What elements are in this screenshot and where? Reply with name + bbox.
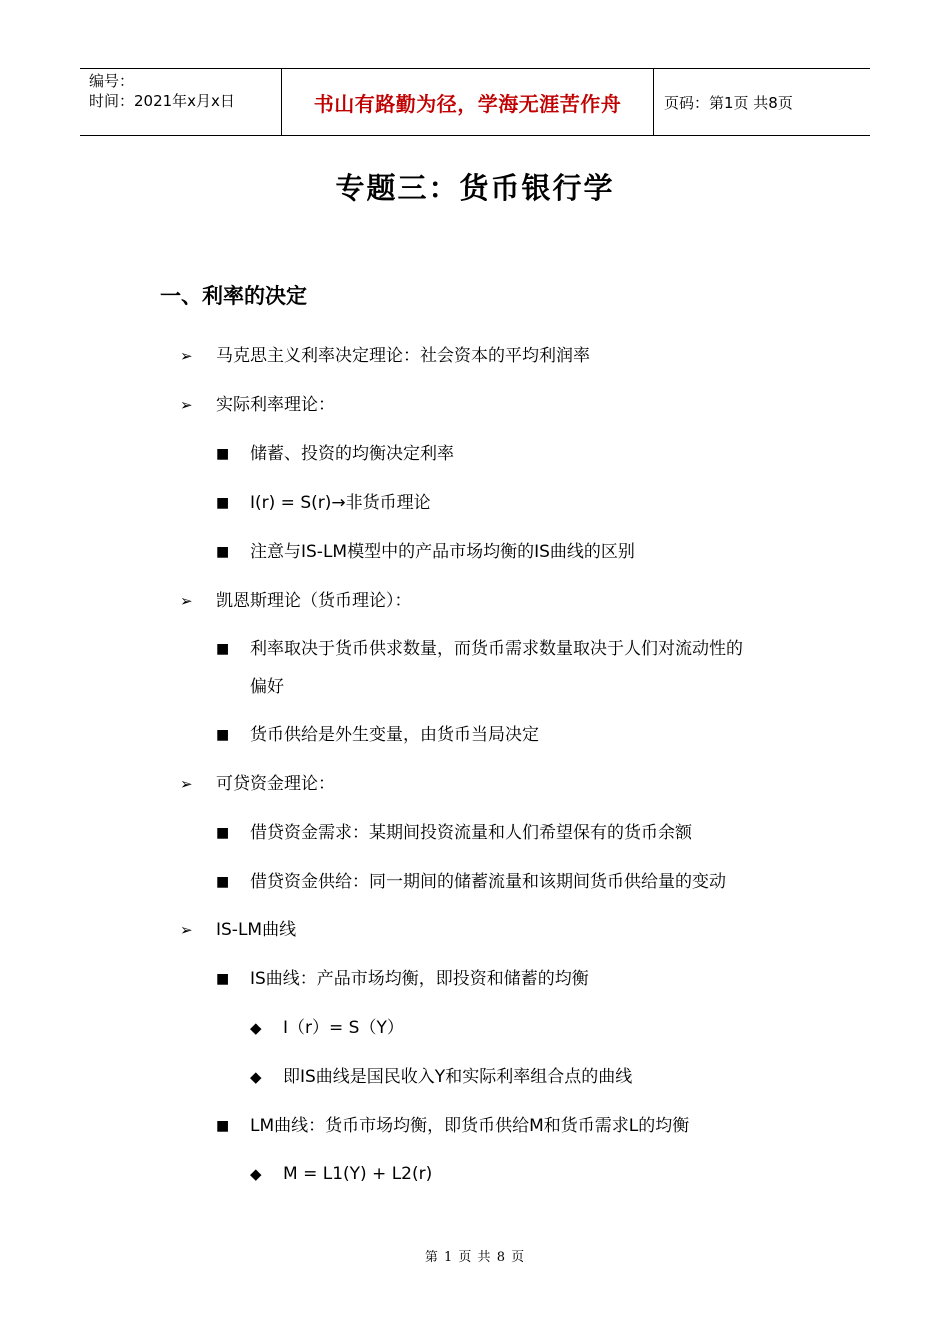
list-item-text: 实际利率理论： <box>216 395 335 415</box>
section-heading: 一、利率的决定 <box>160 284 307 308</box>
list-item <box>216 821 692 845</box>
list-item <box>250 1016 404 1040</box>
document-title: 专题三：货币银行学 <box>335 171 615 205</box>
square-bullet-icon: ■ <box>216 874 230 890</box>
header-motto: 书山有路勤为径，学海无涯苦作舟 <box>281 69 654 135</box>
page-footer: 第 1 页 共 8 页 <box>424 1250 526 1265</box>
list-item-text: 凯恩斯理论（货币理论）： <box>216 591 412 611</box>
list-item <box>216 1114 689 1138</box>
list-item-text: M = L1(Y) + L2(r) <box>283 1164 433 1184</box>
arrow-bullet-icon: ➢ <box>180 592 193 610</box>
list-item-text: 偏好 <box>250 677 284 697</box>
list-item <box>216 870 726 894</box>
list-item-text: 利率取决于货币供求数量，而货币需求数量取决于人们对流动性的 <box>250 639 743 659</box>
list-item-text: 货币供给是外生变量，由货币当局决定 <box>250 725 539 745</box>
square-bullet-icon: ■ <box>216 727 230 743</box>
list-item-text: 储蓄、投资的均衡决定利率 <box>250 444 454 464</box>
time-label: 时间：2021年x月x日 <box>89 92 235 110</box>
list-item <box>180 772 335 796</box>
list-item-text: 可贷资金理论： <box>216 774 335 794</box>
number-label: 编号： <box>89 72 135 90</box>
list-item <box>216 723 539 747</box>
list-item <box>180 393 335 417</box>
header-meta-cell <box>80 69 281 135</box>
list-item <box>180 918 296 942</box>
square-bullet-icon: ■ <box>216 495 230 511</box>
square-bullet-icon: ■ <box>216 446 230 462</box>
list-item-text: 注意与IS-LM模型中的产品市场均衡的IS曲线的区别 <box>250 542 635 562</box>
list-item-text: I（r）= S（Y） <box>283 1018 404 1038</box>
square-bullet-icon: ■ <box>216 544 230 560</box>
list-item <box>216 967 589 991</box>
arrow-bullet-icon: ➢ <box>180 775 193 793</box>
list-item <box>216 442 454 466</box>
list-item <box>250 1162 432 1186</box>
diamond-bullet-icon: ◆ <box>250 1068 262 1086</box>
square-bullet-icon: ■ <box>216 971 230 987</box>
header-page-info: 页码：第1页 共8页 <box>664 93 793 112</box>
list-item-text: I(r) = S(r)→非货币理论 <box>250 493 431 513</box>
list-item <box>180 589 412 613</box>
list-item-text: 马克思主义利率决定理论：社会资本的平均利润率 <box>216 346 590 366</box>
diamond-bullet-icon: ◆ <box>250 1019 262 1037</box>
list-item-text: IS-LM曲线 <box>216 920 297 940</box>
list-item-text: 即IS曲线是国民收入Y和实际利率组合点的曲线 <box>283 1067 633 1087</box>
list-item-text: IS曲线：产品市场均衡，即投资和储蓄的均衡 <box>250 969 589 989</box>
diamond-bullet-icon: ◆ <box>250 1165 262 1183</box>
document-header-table <box>80 68 870 136</box>
square-bullet-icon: ■ <box>216 641 230 657</box>
square-bullet-icon: ■ <box>216 1118 230 1134</box>
list-item <box>216 540 635 564</box>
arrow-bullet-icon: ➢ <box>180 396 193 414</box>
list-item-text: LM曲线：货币市场均衡，即货币供给M和货币需求L的均衡 <box>250 1116 690 1136</box>
list-item-text: 借贷资金供给：同一期间的储蓄流量和该期间货币供给量的变动 <box>250 872 726 892</box>
list-item <box>216 637 743 661</box>
list-item <box>250 1065 632 1089</box>
list-item <box>180 344 590 368</box>
arrow-bullet-icon: ➢ <box>180 347 193 365</box>
arrow-bullet-icon: ➢ <box>180 921 193 939</box>
list-item-continuation <box>250 675 284 699</box>
list-item <box>216 491 431 515</box>
square-bullet-icon: ■ <box>216 825 230 841</box>
list-item-text: 借贷资金需求：某期间投资流量和人们希望保有的货币余额 <box>250 823 692 843</box>
